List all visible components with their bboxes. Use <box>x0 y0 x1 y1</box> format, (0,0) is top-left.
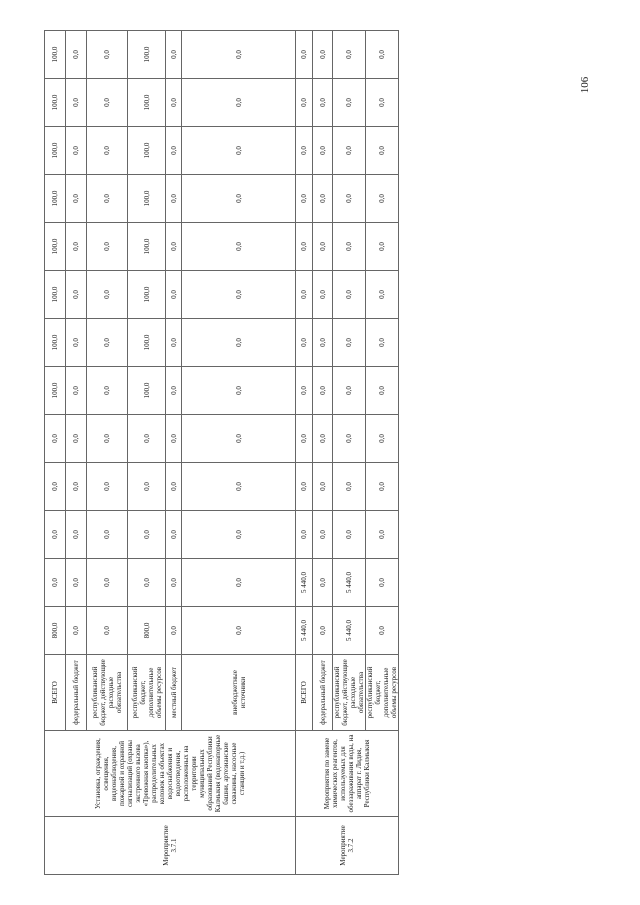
amount-cell: 0,0 <box>366 127 399 175</box>
amount-cell: 0,0 <box>166 79 182 127</box>
amount-cell: 0,0 <box>87 415 128 463</box>
amount-cell: 0,0 <box>333 223 366 271</box>
amount-cell: 100,0 <box>128 319 166 367</box>
amount-cell: 0,0 <box>66 175 87 223</box>
amount-cell: 800,0 <box>128 607 166 655</box>
amount-cell: 5 440,0 <box>296 607 313 655</box>
amount-cell: 0,0 <box>128 559 166 607</box>
amount-cell: 0,0 <box>296 223 313 271</box>
amount-cell: 0,0 <box>128 511 166 559</box>
activity-name: Мероприятие 3.7.2 <box>296 817 399 875</box>
amount-cell: 0,0 <box>313 223 333 271</box>
amount-cell: 0,0 <box>333 79 366 127</box>
amount-cell: 0,0 <box>313 127 333 175</box>
amount-cell: 0,0 <box>66 415 87 463</box>
funding-source: республиканский бюджет, дополнительные объемы ресурсов <box>366 655 399 731</box>
amount-cell: 0,0 <box>128 415 166 463</box>
amount-cell: 0,0 <box>166 127 182 175</box>
amount-cell: 0,0 <box>87 31 128 79</box>
budget-table <box>44 30 399 875</box>
amount-cell: 0,0 <box>313 175 333 223</box>
amount-cell: 0,0 <box>66 271 87 319</box>
amount-cell: 0,0 <box>66 31 87 79</box>
amount-cell: 0,0 <box>366 607 399 655</box>
amount-cell: 100,0 <box>45 367 66 415</box>
amount-cell: 0,0 <box>313 319 333 367</box>
amount-cell: 100,0 <box>128 79 166 127</box>
funding-source: республиканский бюджет, действующие расходные обязательства <box>333 655 366 731</box>
amount-cell: 5 440,0 <box>333 607 366 655</box>
amount-cell: 0,0 <box>313 367 333 415</box>
amount-cell: 0,0 <box>313 271 333 319</box>
amount-cell: 0,0 <box>45 415 66 463</box>
rotated-page <box>44 37 398 875</box>
amount-cell: 0,0 <box>45 511 66 559</box>
amount-cell: 0,0 <box>45 559 66 607</box>
amount-cell: 0,0 <box>333 31 366 79</box>
amount-cell: 100,0 <box>128 31 166 79</box>
amount-cell: 100,0 <box>45 319 66 367</box>
amount-cell: 0,0 <box>296 79 313 127</box>
amount-cell: 0,0 <box>87 463 128 511</box>
amount-cell: 100,0 <box>128 175 166 223</box>
amount-cell: 0,0 <box>333 127 366 175</box>
activity-name: Мероприятие 3.7.1 <box>45 817 296 875</box>
amount-cell: 800,0 <box>45 607 66 655</box>
amount-cell: 0,0 <box>333 511 366 559</box>
amount-cell: 0,0 <box>66 559 87 607</box>
amount-cell: 0,0 <box>366 175 399 223</box>
amount-cell: 0,0 <box>166 511 182 559</box>
funding-source: федеральный бюджет <box>313 655 333 731</box>
amount-cell: 100,0 <box>128 223 166 271</box>
amount-cell: 100,0 <box>45 79 66 127</box>
amount-cell: 0,0 <box>182 415 296 463</box>
amount-cell: 0,0 <box>366 271 399 319</box>
amount-cell: 100,0 <box>128 271 166 319</box>
amount-cell: 0,0 <box>182 79 296 127</box>
table-body <box>45 31 399 875</box>
amount-cell: 0,0 <box>66 367 87 415</box>
amount-cell: 0,0 <box>66 223 87 271</box>
amount-cell: 0,0 <box>87 511 128 559</box>
amount-cell: 0,0 <box>313 79 333 127</box>
amount-cell: 0,0 <box>182 175 296 223</box>
amount-cell: 0,0 <box>182 31 296 79</box>
funding-source: внебюджетные источники <box>182 655 296 731</box>
amount-cell: 0,0 <box>87 127 128 175</box>
funding-source: республиканский бюджет, дополнительные объемы ресурсов <box>128 655 166 731</box>
amount-cell: 0,0 <box>166 607 182 655</box>
amount-cell: 0,0 <box>166 31 182 79</box>
amount-cell: 0,0 <box>87 367 128 415</box>
amount-cell: 100,0 <box>45 175 66 223</box>
amount-cell: 0,0 <box>296 175 313 223</box>
amount-cell: 0,0 <box>87 175 128 223</box>
amount-cell: 0,0 <box>333 271 366 319</box>
amount-cell: 0,0 <box>296 463 313 511</box>
amount-cell: 0,0 <box>87 559 128 607</box>
amount-cell: 0,0 <box>333 415 366 463</box>
amount-cell: 0,0 <box>182 319 296 367</box>
page-number: 106 <box>579 76 591 94</box>
amount-cell: 0,0 <box>166 319 182 367</box>
amount-cell: 100,0 <box>45 31 66 79</box>
amount-cell: 0,0 <box>366 319 399 367</box>
amount-cell: 0,0 <box>313 607 333 655</box>
amount-cell: 0,0 <box>182 271 296 319</box>
amount-cell: 0,0 <box>182 463 296 511</box>
activity-description: Установка, ограждения, освещения, видеонаблюдения, пожарной и охранной сигнализаций (охраны экстренного вызова «Тревожная кнопка»), распределительных колонок на объектах водоснабжения и водоотведения, расположенных на территории муниципальных образований Республики Калмыкия (водонапорные башни, артезианские скважины, насосные станции и т.д.) <box>45 731 296 817</box>
amount-cell: 0,0 <box>366 415 399 463</box>
amount-cell: 0,0 <box>66 127 87 175</box>
amount-cell: 0,0 <box>66 511 87 559</box>
amount-cell: 0,0 <box>66 607 87 655</box>
amount-cell: 0,0 <box>333 367 366 415</box>
amount-cell: 0,0 <box>296 367 313 415</box>
table-row <box>45 31 66 875</box>
amount-cell: 0,0 <box>313 511 333 559</box>
amount-cell: 0,0 <box>166 367 182 415</box>
amount-cell: 100,0 <box>45 271 66 319</box>
amount-cell: 0,0 <box>87 319 128 367</box>
amount-cell: 0,0 <box>296 127 313 175</box>
amount-cell: 0,0 <box>66 79 87 127</box>
amount-cell: 0,0 <box>66 463 87 511</box>
amount-cell: 0,0 <box>166 223 182 271</box>
amount-cell: 0,0 <box>333 319 366 367</box>
amount-cell: 0,0 <box>313 463 333 511</box>
amount-cell: 0,0 <box>296 31 313 79</box>
amount-cell: 0,0 <box>296 415 313 463</box>
amount-cell: 0,0 <box>87 271 128 319</box>
amount-cell: 0,0 <box>87 79 128 127</box>
amount-cell: 0,0 <box>296 319 313 367</box>
amount-cell: 0,0 <box>366 559 399 607</box>
amount-cell: 0,0 <box>166 463 182 511</box>
amount-cell: 0,0 <box>333 463 366 511</box>
funding-source: ВСЕГО <box>45 655 66 731</box>
amount-cell: 0,0 <box>182 367 296 415</box>
amount-cell: 0,0 <box>366 223 399 271</box>
amount-cell: 0,0 <box>166 559 182 607</box>
amount-cell: 0,0 <box>333 175 366 223</box>
amount-cell: 0,0 <box>66 319 87 367</box>
amount-cell: 100,0 <box>128 127 166 175</box>
amount-cell: 0,0 <box>182 511 296 559</box>
amount-cell: 0,0 <box>182 607 296 655</box>
amount-cell: 0,0 <box>45 463 66 511</box>
amount-cell: 0,0 <box>366 463 399 511</box>
amount-cell: 100,0 <box>45 127 66 175</box>
amount-cell: 0,0 <box>166 271 182 319</box>
amount-cell: 0,0 <box>366 79 399 127</box>
amount-cell: 0,0 <box>87 607 128 655</box>
amount-cell: 100,0 <box>45 223 66 271</box>
amount-cell: 0,0 <box>296 271 313 319</box>
amount-cell: 100,0 <box>128 367 166 415</box>
amount-cell: 0,0 <box>128 463 166 511</box>
amount-cell: 0,0 <box>182 223 296 271</box>
amount-cell: 0,0 <box>182 559 296 607</box>
amount-cell: 5 440,0 <box>296 559 313 607</box>
amount-cell: 0,0 <box>182 127 296 175</box>
amount-cell: 0,0 <box>87 223 128 271</box>
funding-source: республиканский бюджет, действующие расходные обязательства <box>87 655 128 731</box>
amount-cell: 0,0 <box>366 511 399 559</box>
amount-cell: 0,0 <box>296 511 313 559</box>
amount-cell: 0,0 <box>166 175 182 223</box>
amount-cell: 0,0 <box>366 31 399 79</box>
amount-cell: 0,0 <box>366 367 399 415</box>
funding-source: федеральный бюджет <box>66 655 87 731</box>
funding-source: ВСЕГО <box>296 655 313 731</box>
funding-source: местный бюджет <box>166 655 182 731</box>
table-row <box>296 31 313 875</box>
amount-cell: 5 440,0 <box>333 559 366 607</box>
amount-cell: 0,0 <box>166 415 182 463</box>
amount-cell: 0,0 <box>313 31 333 79</box>
amount-cell: 0,0 <box>313 559 333 607</box>
activity-description: Мероприятия по замене химических реагентов, используемых для обеззараживания воды, на аппарат г. Лидия, Республики Калмыкия <box>296 731 399 817</box>
amount-cell: 0,0 <box>313 415 333 463</box>
